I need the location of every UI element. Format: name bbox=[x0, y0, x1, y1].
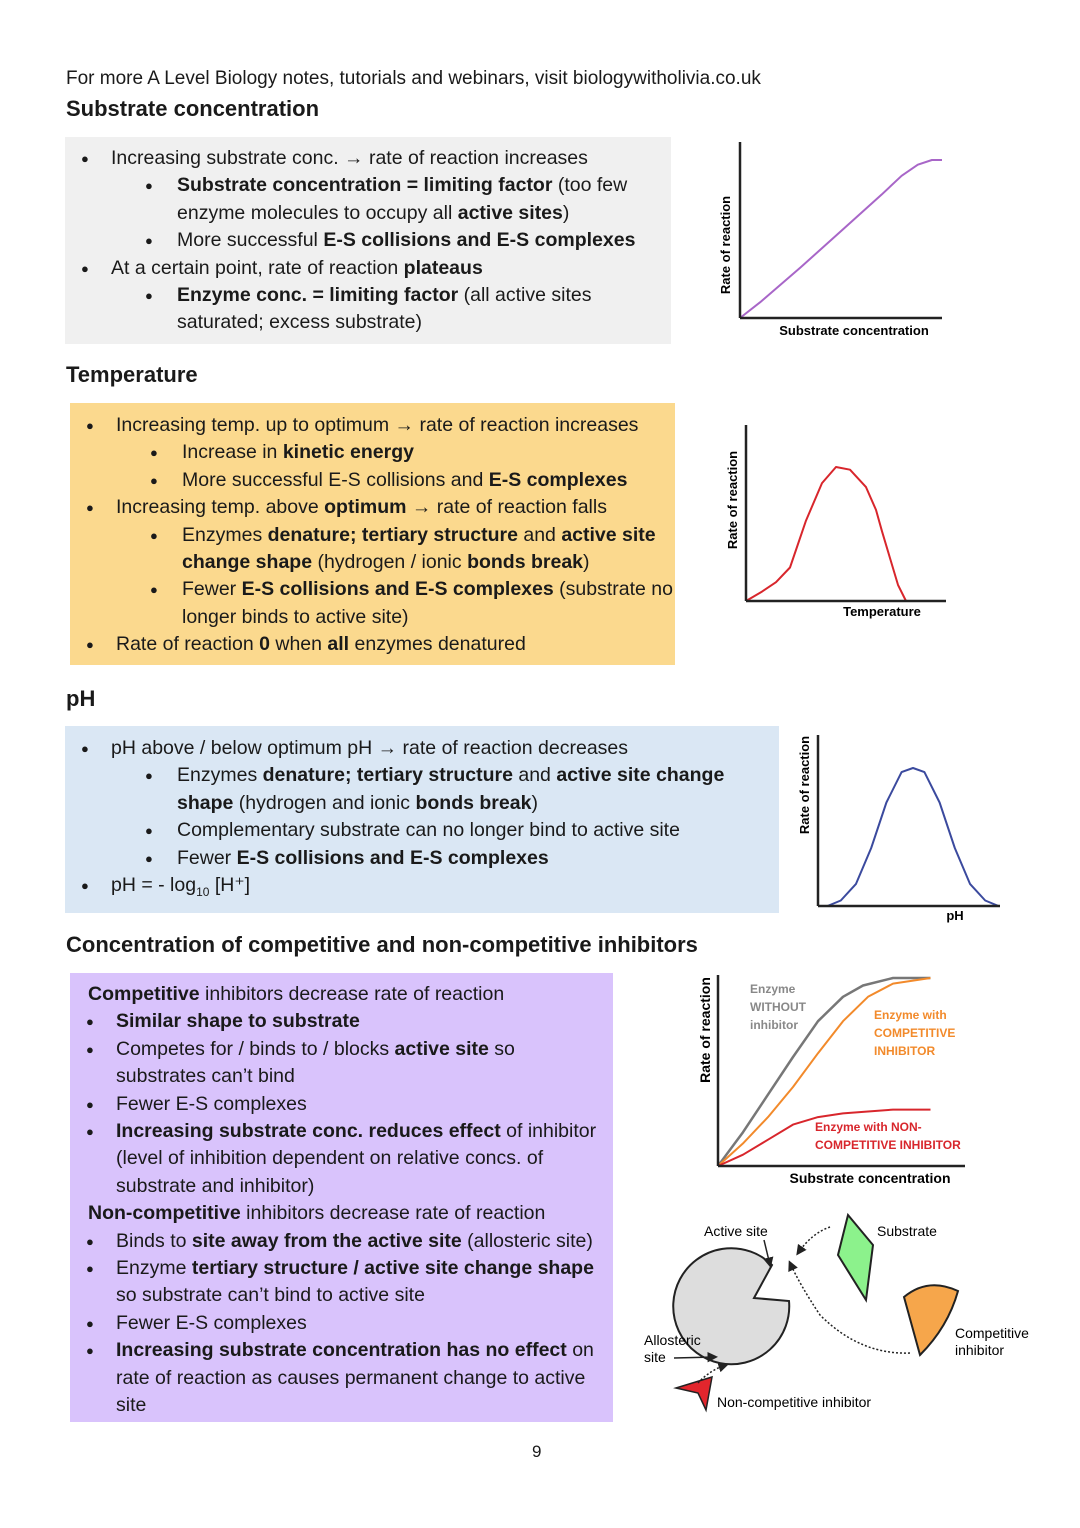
text-run: substrate and inhibitor) bbox=[116, 1174, 315, 1197]
text-run: Increase in bbox=[182, 441, 283, 464]
series-line-2-0 bbox=[828, 768, 999, 906]
noncompetitive-inhibitor-shape bbox=[676, 1377, 712, 1410]
text-run: Enzymes bbox=[182, 523, 268, 546]
x-axis-label: Substrate concentration bbox=[779, 323, 929, 338]
text-run: Increasing temp. up to optimum → rate of reaction increases bbox=[116, 414, 639, 436]
heading-ph: pH bbox=[66, 686, 96, 711]
text-run: enzyme molecules to occupy all bbox=[177, 201, 458, 224]
bullet-line bbox=[70, 1255, 613, 1282]
series-line-1-0 bbox=[746, 467, 906, 601]
substrate-chart bbox=[700, 130, 960, 345]
text-run: ) bbox=[583, 551, 590, 574]
bullet-line bbox=[70, 1365, 613, 1392]
label-competitive-1: Enzyme with bbox=[874, 1008, 947, 1022]
text-run: when bbox=[269, 633, 328, 656]
y-axis-label: Rate of reaction bbox=[725, 450, 740, 550]
label-without-inhibitor-2: WITHOUT bbox=[750, 1000, 806, 1014]
label-competitive-3: INHIBITOR bbox=[874, 1044, 936, 1058]
text-run: Enzymes bbox=[177, 764, 263, 787]
bullet-line bbox=[70, 1282, 613, 1309]
text-run: Increasing substrate concentration has no effect bbox=[116, 1339, 567, 1362]
bullet-line bbox=[70, 1337, 613, 1364]
bullet-line bbox=[70, 549, 675, 576]
text-run: Enzyme conc. = limiting factor bbox=[177, 284, 459, 307]
text-run: More successful bbox=[177, 229, 324, 252]
heading-substrate: Substrate concentration bbox=[66, 96, 320, 121]
bullet-line bbox=[70, 1145, 613, 1172]
page-number: 9 bbox=[532, 1442, 542, 1461]
ph-notes bbox=[65, 726, 779, 913]
text-run: pH = - log bbox=[111, 874, 197, 897]
bullet-line bbox=[70, 1173, 613, 1200]
bullet-line bbox=[70, 981, 613, 1008]
heading-inhibitors: Concentration of competitive and non-competitive inhibitors bbox=[66, 932, 698, 957]
text-run: Non-competitive bbox=[88, 1202, 241, 1225]
bullet-line bbox=[65, 790, 779, 817]
label-noncompetitive-1: Enzyme with NON- bbox=[815, 1120, 922, 1134]
bullet-line bbox=[65, 309, 671, 336]
x-axis-label: Temperature bbox=[843, 604, 921, 619]
bullet-line bbox=[65, 255, 671, 282]
text-run: and bbox=[517, 523, 562, 546]
text-run: E-S collisions and E-S complexes bbox=[323, 229, 636, 252]
bullet-line bbox=[65, 735, 779, 762]
text-run: so bbox=[488, 1037, 515, 1060]
bullet-line bbox=[70, 412, 675, 439]
bullet-line bbox=[65, 145, 671, 172]
label-noncompetitive-2: COMPETITIVE INHIBITOR bbox=[815, 1138, 961, 1152]
bullet-line bbox=[70, 1063, 613, 1090]
text-run: Fewer E-S complexes bbox=[116, 1311, 307, 1334]
text-run: rate of reaction as causes permanent change to active bbox=[116, 1366, 586, 1389]
text-run: 0 bbox=[259, 633, 270, 656]
text-run: denature; tertiary structure bbox=[267, 523, 518, 546]
bullet-line bbox=[65, 762, 779, 789]
text-run: E-S collisions and E-S complexes bbox=[241, 578, 554, 601]
temperature-notes bbox=[70, 403, 675, 665]
y-axis-label: Rate of reaction bbox=[718, 195, 733, 295]
text-run: shape bbox=[177, 791, 234, 814]
text-run: Substrate concentration = limiting factor bbox=[177, 174, 553, 197]
text-run: active site bbox=[394, 1037, 489, 1060]
log-subscript: 10 bbox=[196, 884, 210, 899]
competitive-inhibitor-shape bbox=[904, 1285, 958, 1355]
text-run: site away from the active site bbox=[191, 1229, 462, 1252]
label-allosteric-1: Allosteric bbox=[644, 1332, 701, 1348]
text-run: Increasing substrate conc. → rate of reaction increases bbox=[111, 147, 588, 169]
text-run: of inhibitor bbox=[500, 1120, 597, 1143]
bullet-line bbox=[70, 1091, 613, 1118]
text-run: Competitive bbox=[88, 983, 200, 1005]
substrate-shape bbox=[838, 1215, 873, 1300]
text-run: saturated; excess substrate) bbox=[177, 311, 422, 334]
bullet-line bbox=[70, 576, 675, 603]
text-run: (level of inhibition dependent on relative concs. of bbox=[116, 1147, 544, 1170]
bullet-line bbox=[70, 1200, 613, 1227]
text-run: Enzyme bbox=[116, 1257, 192, 1280]
bullet-line bbox=[70, 494, 675, 521]
text-run: all bbox=[327, 633, 350, 656]
y-axis-label: Rate of reaction bbox=[797, 735, 812, 835]
label-allosteric-2: site bbox=[644, 1349, 666, 1365]
text-run: pH above / below optimum pH → rate of reaction decreases bbox=[111, 737, 629, 759]
text-run: enzymes denatured bbox=[349, 633, 526, 656]
text-run: Fewer bbox=[182, 578, 242, 601]
label-active-site: Active site bbox=[704, 1223, 768, 1239]
text-run: (substrate no bbox=[553, 578, 673, 601]
substrate-notes bbox=[65, 137, 671, 344]
text-run: Complementary substrate can no longer bind to active site bbox=[177, 819, 680, 842]
bullet-line bbox=[70, 1392, 613, 1419]
label-competitive-2: COMPETITIVE bbox=[874, 1026, 956, 1040]
x-axis-label: pH bbox=[946, 908, 964, 923]
text-run: Fewer bbox=[177, 846, 237, 869]
bullet-line bbox=[65, 227, 671, 254]
text-run: inhibitors decrease rate of reaction bbox=[199, 983, 505, 1005]
bullet-line bbox=[70, 1118, 613, 1145]
bullet-line bbox=[70, 1228, 613, 1255]
text-run: → rate of reaction falls bbox=[406, 496, 607, 519]
text-run: E-S complexes bbox=[488, 468, 628, 491]
bullet-line bbox=[65, 817, 779, 844]
bullet-line bbox=[65, 172, 671, 199]
text-run: optimum bbox=[324, 496, 407, 519]
text-run: so substrate can’t bind to active site bbox=[116, 1284, 425, 1307]
header-text: For more A Level Biology notes, tutorials and webinars, visit biologywitholivia.co.uk bbox=[66, 68, 761, 89]
text-run: (all active sites bbox=[458, 284, 592, 307]
series-line-0-0 bbox=[740, 160, 942, 318]
label-without-inhibitor-3: inhibitor bbox=[750, 1018, 798, 1032]
text-run: More successful E-S collisions and bbox=[182, 468, 489, 491]
substrate-path-arrow bbox=[798, 1227, 830, 1253]
bullet-line bbox=[70, 522, 675, 549]
text-run: active site bbox=[561, 523, 656, 546]
text-run: tertiary structure / active site change shape bbox=[191, 1257, 594, 1280]
label-competitive-1: Competitive bbox=[955, 1325, 1029, 1341]
text-run: on bbox=[566, 1339, 594, 1362]
inhibitor-chart bbox=[690, 970, 980, 1195]
bullet-line bbox=[70, 1310, 613, 1337]
bullet-line bbox=[70, 604, 675, 631]
text-run: Fewer E-S complexes bbox=[116, 1092, 307, 1115]
text-run: At a certain point, rate of reaction bbox=[111, 256, 404, 279]
text-run: (hydrogen and ionic bbox=[233, 791, 416, 814]
label-competitive-2: inhibitor bbox=[955, 1342, 1005, 1358]
bullet-line bbox=[65, 872, 779, 906]
text-run: bonds break bbox=[467, 551, 584, 574]
text-run: site bbox=[116, 1394, 147, 1417]
bullet-line bbox=[65, 845, 779, 872]
text-run: (too few bbox=[552, 174, 628, 197]
text-run: (allosteric site) bbox=[461, 1229, 593, 1252]
bullet-line bbox=[65, 282, 671, 309]
label-substrate: Substrate bbox=[877, 1223, 937, 1239]
temperature-chart bbox=[710, 420, 950, 625]
competitive-path-arrow bbox=[790, 1263, 910, 1353]
text-run: active site change bbox=[556, 764, 725, 787]
bullet-line bbox=[70, 1036, 613, 1063]
text-run: and bbox=[512, 764, 557, 787]
label-without-inhibitor-1: Enzyme bbox=[750, 982, 796, 996]
bullet-line bbox=[70, 1008, 613, 1035]
text-run: substrates can’t bind bbox=[116, 1065, 295, 1088]
text-run: Increasing temp. above bbox=[116, 496, 325, 519]
enzyme-inhibitor-diagram bbox=[640, 1205, 1070, 1420]
text-run: bonds break bbox=[415, 791, 532, 814]
text-run: Similar shape to substrate bbox=[116, 1010, 360, 1033]
y-axis-label: Rate of reaction bbox=[697, 977, 713, 1083]
text-run: Binds to bbox=[116, 1229, 192, 1252]
x-axis-label: Substrate concentration bbox=[789, 1170, 951, 1186]
text-run: ) bbox=[531, 791, 538, 814]
ph-chart bbox=[790, 730, 1010, 930]
text-run: kinetic energy bbox=[282, 441, 414, 464]
allosteric-site-pointer bbox=[674, 1357, 715, 1358]
bullet-line bbox=[70, 631, 675, 658]
text-run: E-S collisions and E-S complexes bbox=[236, 846, 549, 869]
label-noncompetitive: Non-competitive inhibitor bbox=[717, 1394, 872, 1410]
text-run: inhibitors decrease rate of reaction bbox=[240, 1202, 546, 1225]
text-run: Increasing substrate conc. reduces effect bbox=[116, 1120, 501, 1143]
text-run: ) bbox=[562, 201, 570, 224]
heading-temperature: Temperature bbox=[66, 362, 198, 387]
bullet-line bbox=[70, 439, 675, 466]
text-run: plateaus bbox=[403, 256, 483, 279]
text-run: change shape bbox=[182, 551, 313, 574]
text-run: longer binds to active site) bbox=[182, 605, 409, 628]
text-run: Competes for / binds to / blocks bbox=[116, 1037, 395, 1060]
text-run: denature; tertiary structure bbox=[262, 764, 513, 787]
text-run: active sites bbox=[457, 201, 563, 224]
text-run: [H⁺] bbox=[209, 874, 251, 897]
text-run: Rate of reaction bbox=[116, 633, 260, 656]
text-run: (hydrogen / ionic bbox=[312, 551, 468, 574]
inhibitor-notes bbox=[70, 973, 613, 1422]
bullet-line bbox=[65, 200, 671, 227]
bullet-line bbox=[70, 467, 675, 494]
